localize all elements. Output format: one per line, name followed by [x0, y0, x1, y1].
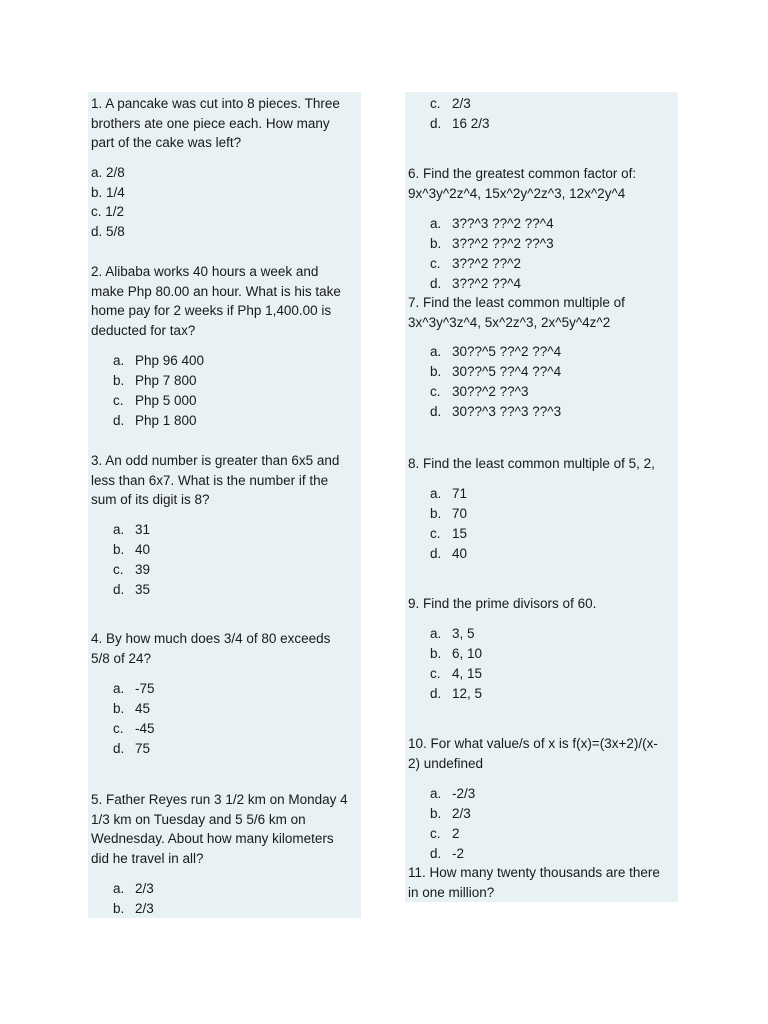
option-b: b. 3??^2 ??^2 ??^3: [430, 236, 554, 251]
option-c: c. 4, 15: [430, 666, 483, 681]
option-c: c. 1/2: [91, 204, 125, 219]
question-line: sum of its digit is 8?: [91, 492, 210, 507]
question-line: 9x^3y^2z^4, 15x^2y^2z^3, 12x^2y^4: [408, 185, 626, 201]
question-line: 1/3 km on Tuesday and 5 5/6 km on: [91, 811, 306, 827]
option-d: d. 3??^2 ??^4: [430, 276, 521, 291]
option-d: d. 40: [430, 546, 468, 561]
question-1: [91, 94, 340, 153]
option-d: d. Php 1 800: [113, 413, 197, 428]
question-line: 2) undefined: [408, 755, 484, 771]
option-a: a. -75: [113, 681, 155, 696]
question-6: [408, 164, 636, 203]
question-line: did he travel in all?: [91, 850, 204, 866]
question-line: 11. How many twenty thousands are there: [408, 865, 660, 880]
option-d: d. 75: [113, 741, 151, 756]
option-d: d. 30??^3 ??^3 ??^3: [430, 404, 562, 419]
question-line: deducted for tax?: [91, 322, 196, 338]
option-b: b. Php 7 800: [113, 373, 197, 388]
option-c: c. 2/3: [430, 96, 471, 111]
option-c: c. 2: [430, 826, 460, 841]
question-10: [408, 734, 658, 773]
question-1-options: [91, 163, 125, 241]
right-column: [405, 92, 678, 902]
question-7-options: [430, 342, 650, 422]
option-b: b. 70: [430, 506, 468, 521]
option-a: a. 71: [430, 486, 468, 501]
option-c: c. 39: [113, 562, 151, 577]
option-b: b. 30??^5 ??^4 ??^4: [430, 364, 562, 379]
question-4-options: [113, 679, 313, 759]
question-5-options-continued: [430, 94, 630, 134]
option-d: d. -2: [430, 846, 465, 861]
question-line: 6. Find the greatest common factor of:: [408, 166, 637, 181]
question-5-options: [113, 879, 313, 919]
option-a: a. 30??^5 ??^2 ??^4: [430, 344, 562, 359]
question-6-options: [430, 214, 650, 294]
question-10-options: [430, 784, 630, 864]
option-a: a. 31: [113, 522, 151, 537]
question-9-options: [430, 624, 630, 704]
question-5: [91, 790, 348, 868]
question-line: less than 6x7. What is the number if the: [91, 472, 329, 488]
option-d: d. 5/8: [91, 223, 125, 239]
left-column: [88, 92, 361, 918]
option-b: b. 2/3: [113, 901, 154, 916]
question-line: 9. Find the prime divisors of 60.: [408, 596, 597, 611]
question-line: 3x^3y^3z^4, 5x^2z^3, 2x^5y^4z^2: [408, 314, 611, 330]
option-a: a. 3??^3 ??^2 ??^4: [430, 216, 554, 231]
question-line: 8. Find the least common multiple of 5, 2,: [408, 456, 655, 471]
question-line: 4. By how much does 3/4 of 80 exceeds: [91, 631, 331, 646]
question-2-options: [113, 351, 313, 431]
option-b: b. 6, 10: [430, 646, 483, 661]
question-line: 7. Find the least common multiple of: [408, 295, 625, 310]
option-b: b. 2/3: [430, 806, 471, 821]
question-line: in one million?: [408, 884, 495, 900]
question-line: 10. For what value/s of x is f(x)=(3x+2)/(x-: [408, 736, 658, 751]
question-line: 3. An odd number is greater than 6x5 and: [91, 453, 340, 468]
question-8-options: [430, 484, 630, 564]
question-11: [408, 863, 660, 902]
option-d: d. 16 2/3: [430, 116, 490, 131]
question-3: [91, 451, 339, 510]
question-line: part of the cake was left?: [91, 135, 242, 150]
option-a: a. 2/8: [91, 165, 125, 180]
question-line: 2. Alibaba works 40 hours a week and: [91, 264, 319, 279]
option-a: a. 3, 5: [430, 626, 475, 641]
question-9: [408, 594, 596, 614]
question-line: brothers ate one piece each. How many: [91, 115, 330, 131]
option-d: d. 35: [113, 582, 151, 597]
option-c: c. -45: [113, 721, 155, 736]
question-4: [91, 629, 330, 668]
question-8: [408, 454, 655, 474]
option-a: a. -2/3: [430, 786, 476, 801]
option-b: b. 1/4: [91, 184, 125, 200]
question-7: [408, 293, 625, 332]
option-d: d. 12, 5: [430, 686, 483, 701]
question-line: 1. A pancake was cut into 8 pieces. Three: [91, 96, 340, 111]
question-line: home pay for 2 weeks if Php 1,400.00 is: [91, 303, 332, 318]
option-b: b. 45: [113, 701, 151, 716]
question-line: Wednesday. About how many kilometers: [91, 831, 334, 846]
option-c: c. Php 5 000: [113, 393, 197, 408]
option-c: c. 15: [430, 526, 468, 541]
question-line: 5. Father Reyes run 3 1/2 km on Monday 4: [91, 792, 348, 807]
option-a: a. 2/3: [113, 881, 154, 896]
question-2: [91, 262, 341, 340]
question-line: make Php 80.00 an hour. What is his take: [91, 283, 341, 299]
option-c: c. 30??^2 ??^3: [430, 384, 529, 399]
option-b: b. 40: [113, 542, 151, 557]
question-line: 5/8 of 24?: [91, 650, 152, 666]
option-a: a. Php 96 400: [113, 353, 205, 368]
question-3-options: [113, 520, 313, 600]
option-c: c. 3??^2 ??^2: [430, 256, 521, 271]
